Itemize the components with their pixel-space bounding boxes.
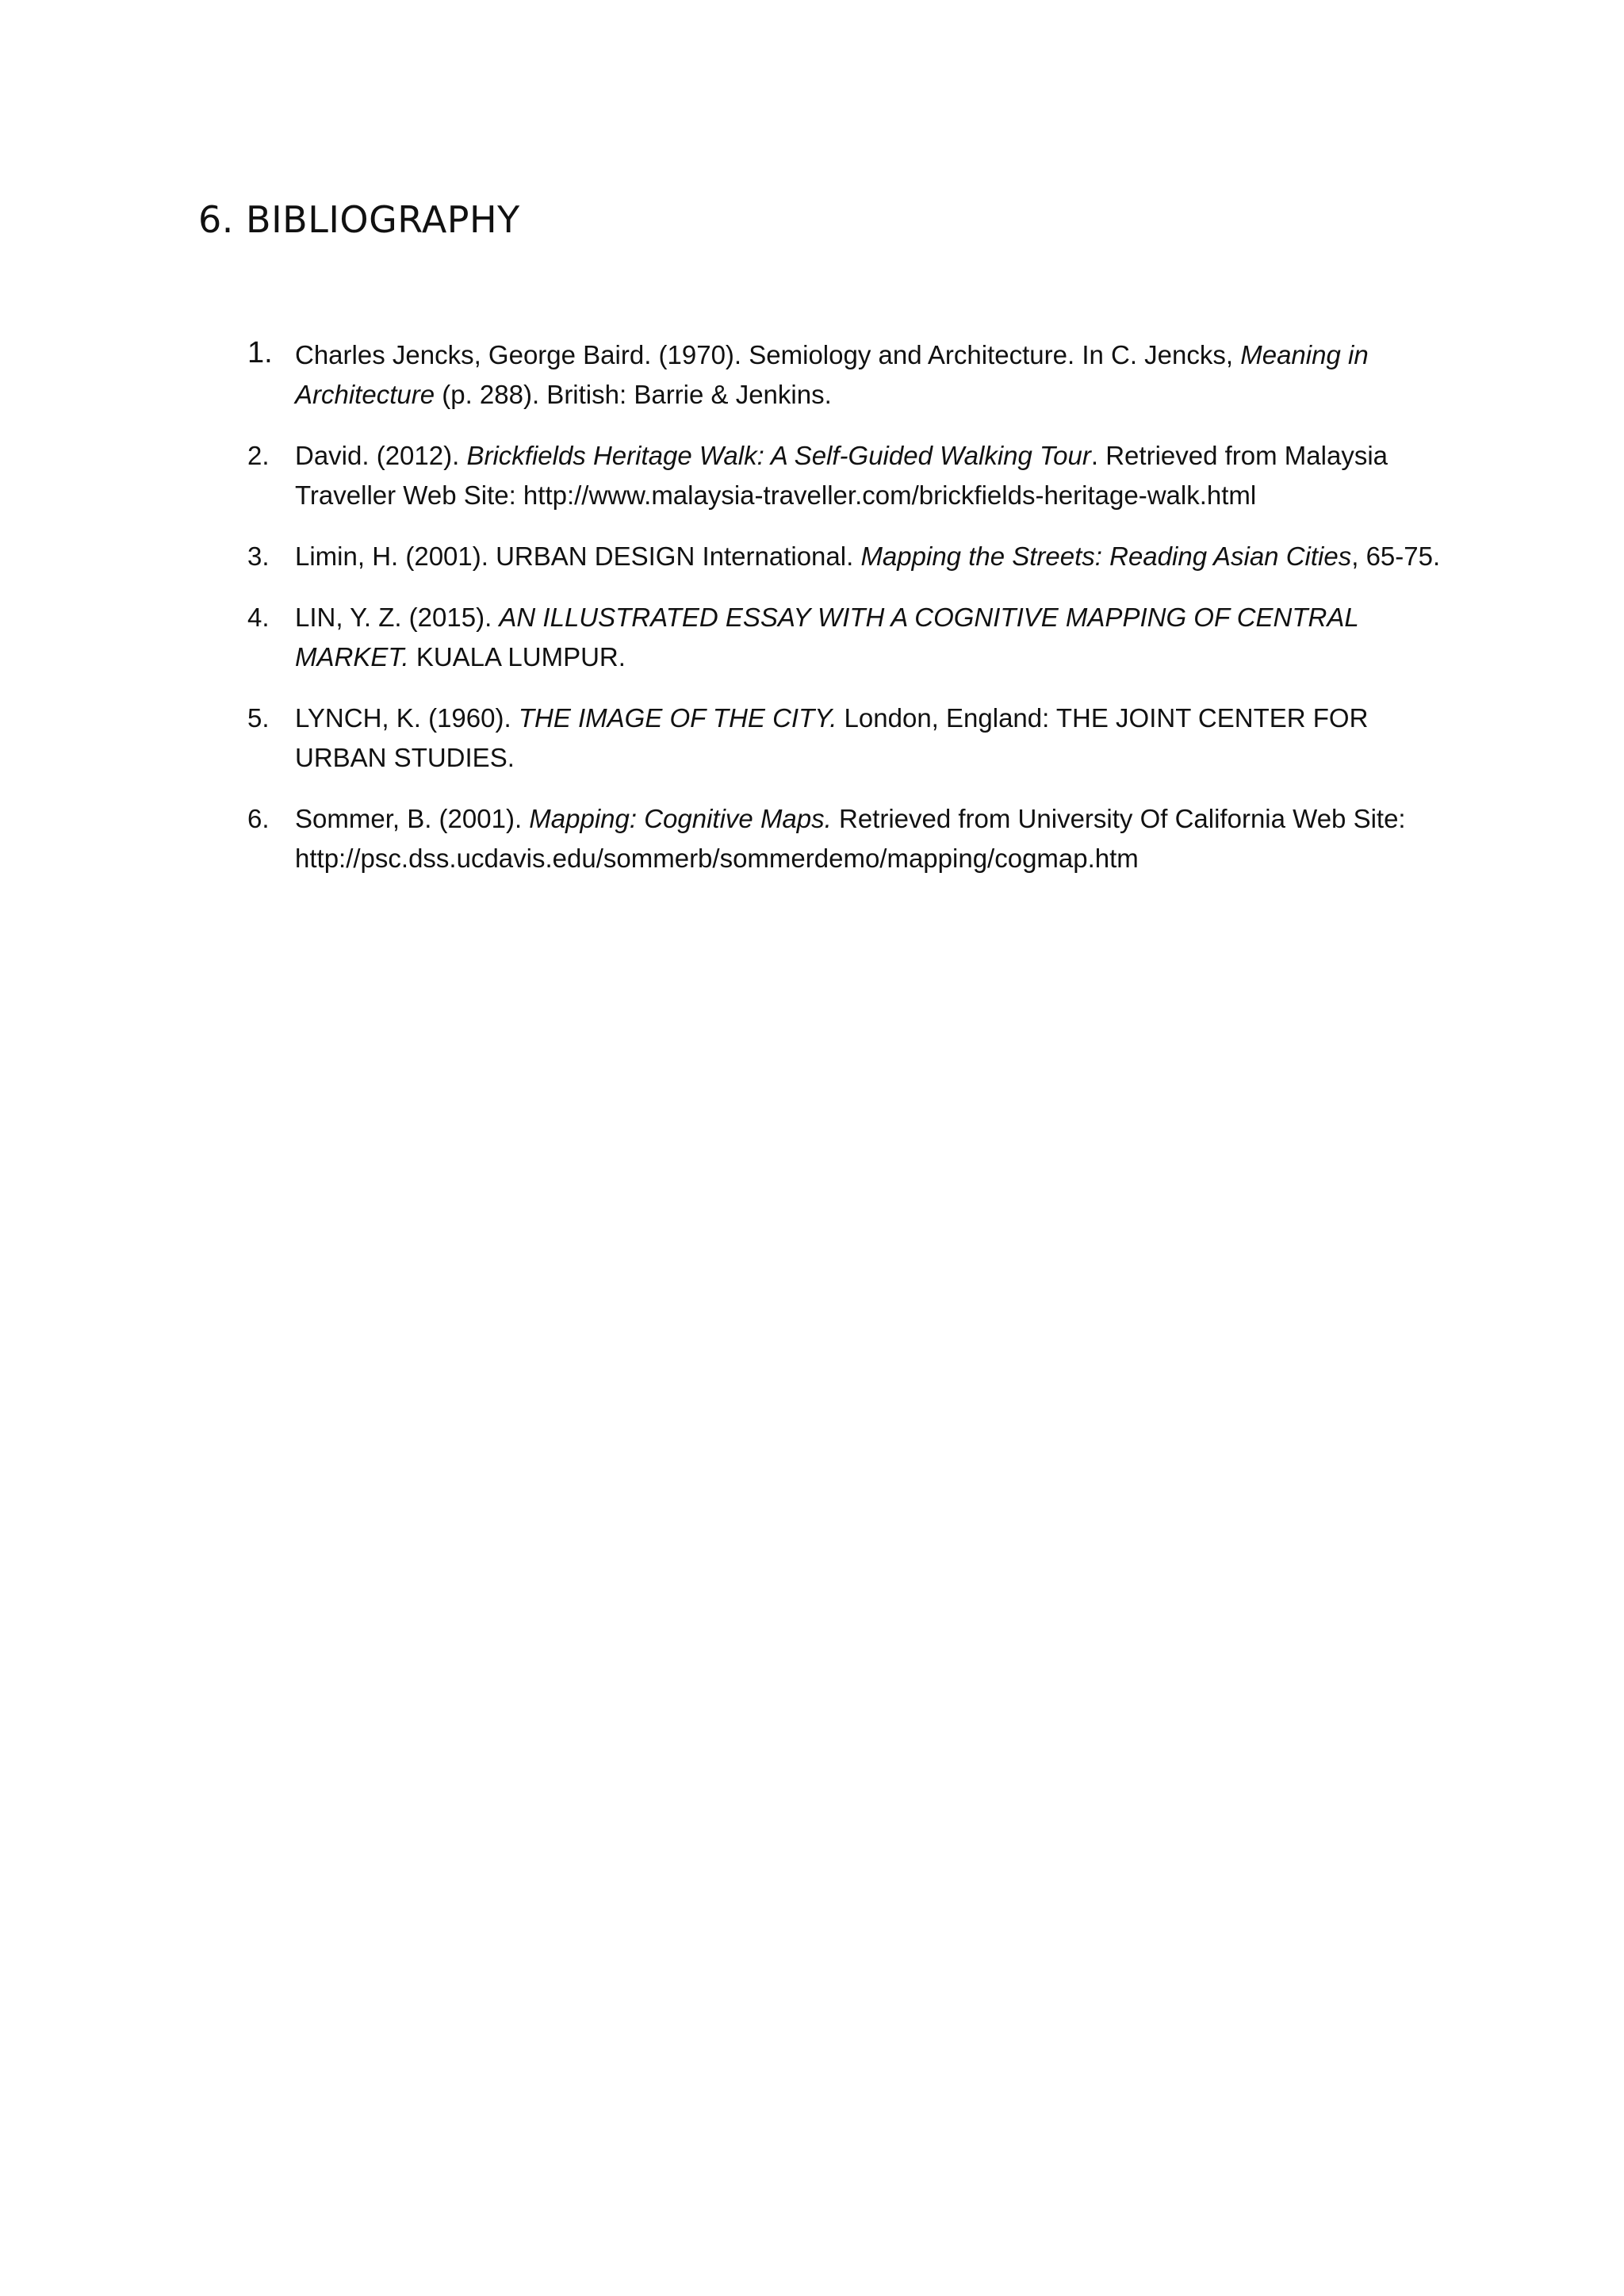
- entry-text-before: Limin, H. (2001). URBAN DESIGN International.: [295, 541, 861, 571]
- entry-text: [295, 340, 1369, 409]
- bibliography-entry: [238, 537, 1443, 576]
- bibliography-entry: [238, 698, 1443, 778]
- section-title: 6. BIBLIOGRAPHY: [198, 198, 520, 241]
- entry-number: 5.: [247, 703, 270, 733]
- entry-number: 6.: [247, 804, 270, 833]
- entry-number: 2.: [247, 441, 270, 470]
- entry-text-after: (p. 288). British: Barrie & Jenkins.: [435, 380, 832, 409]
- entry-number: 3.: [247, 541, 270, 571]
- entry-text: [295, 703, 1368, 772]
- entry-text-after: . Retrieved from Malaysia Traveller Web Site: http://www.malaysia-traveller.com/brickfields-heritage-walk.html: [295, 441, 1388, 510]
- entry-title-italic: Mapping the Streets: Reading Asian Cities: [860, 541, 1352, 571]
- entry-title-italic: Mapping: Cognitive Maps.: [529, 804, 832, 833]
- entry-title-italic: AN ILLUSTRATED ESSAY WITH A COGNITIVE MAPPING OF CENTRAL MARKET.: [295, 603, 1359, 672]
- entry-text-before: Charles Jencks, George Baird. (1970). Semiology and Architecture. In C. Jencks,: [295, 340, 1241, 369]
- entry-title-italic: Brickfields Heritage Walk: A Self-Guided Walking Tour: [466, 441, 1091, 470]
- bibliography-entry: [238, 598, 1443, 677]
- entry-text-before: LIN, Y. Z. (2015).: [295, 603, 500, 632]
- entry-number: 4.: [247, 603, 270, 632]
- entry-text-after: , 65-75.: [1351, 541, 1441, 571]
- entry-text-after: Retrieved from University Of California Web Site: http://psc.dss.ucdavis.edu/sommerb/sommerdemo/mapping/cogmap.htm: [295, 804, 1406, 873]
- entry-title-italic: Meaning in Architecture: [295, 340, 1369, 409]
- entry-text-after: KUALA LUMPUR.: [408, 642, 626, 672]
- bibliography-entry: [238, 436, 1443, 515]
- entry-text-after: London, England: THE JOINT CENTER FOR URBAN STUDIES.: [295, 703, 1369, 772]
- entry-text-before: LYNCH, K. (1960).: [295, 703, 519, 733]
- entry-text: [295, 603, 1358, 672]
- entry-text-before: Sommer, B. (2001).: [295, 804, 530, 833]
- bibliography-entry: [238, 799, 1443, 878]
- bibliography-entry: [238, 335, 1443, 415]
- entry-text: [295, 541, 1440, 571]
- entry-title-italic: THE IMAGE OF THE CITY.: [518, 703, 837, 733]
- bibliography-list: [238, 335, 1443, 900]
- entry-number: 1.: [247, 336, 273, 369]
- entry-text-before: David. (2012).: [295, 441, 467, 470]
- entry-text: [295, 441, 1388, 510]
- entry-text: [295, 804, 1406, 873]
